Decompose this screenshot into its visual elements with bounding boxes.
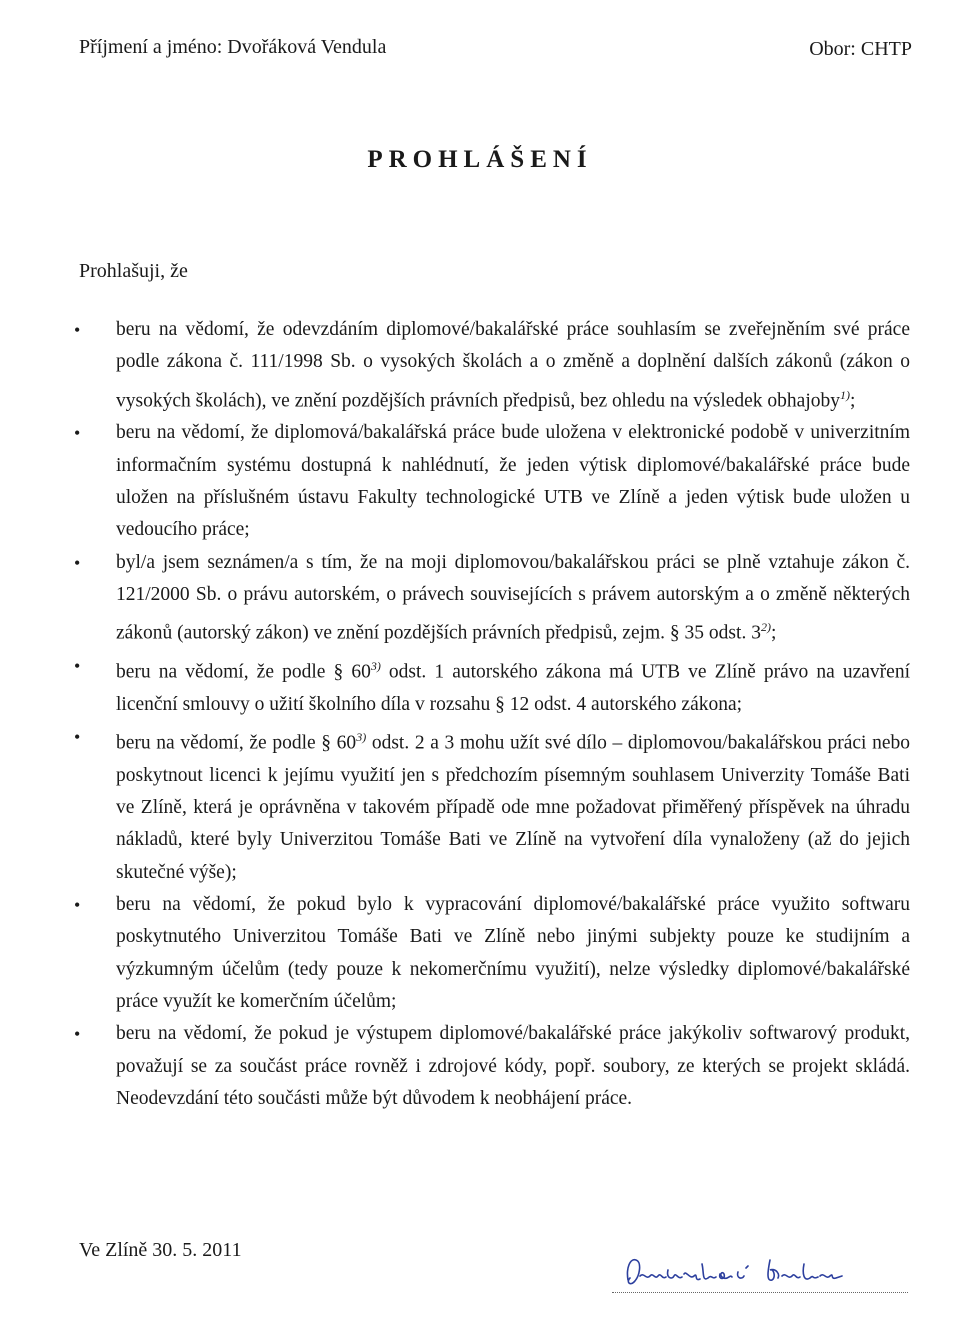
footnote-ref: 3): [356, 730, 367, 745]
footnote-ref: 3): [370, 658, 381, 673]
item-tail: odst. 1 autorského zákona má UTB ve Zlíně právo na uzavření licenční smlouvy o užití školního díla v rozsahu § 12 odst. 4 autorského zákona;: [116, 661, 910, 715]
declaration-item: [116, 1018, 910, 1115]
item-text: beru na vědomí, že odevzdáním diplomové/bakalářské práce souhlasím se zveřejněním své práce podle zákona č. 111/1998 Sb. o vysokých školách a o změně a doplnění dalších zákonů (zákon o vysokých školách), ve znění pozdějších právních předpisů, bez ohledu na výsledek obhajoby: [116, 319, 910, 412]
intro-text: Prohlašuji, že: [79, 260, 188, 282]
item-text: beru na vědomí, že podle § 60: [116, 732, 357, 754]
declaration-list: [116, 314, 910, 1115]
page-title: PROHLÁŠENÍ: [367, 146, 593, 173]
item-text: beru na vědomí, že podle § 60: [116, 661, 371, 683]
declaration-item: [116, 417, 910, 546]
item-tail: ;: [770, 622, 777, 644]
footnote-ref: 1): [840, 387, 851, 402]
item-text: beru na vědomí, že pokud bylo k vypracování diplomové/bakalářské práce využito softwaru poskytnutého Univerzitou Tomáše Bati ve Zlíně nebo jinými subjekty pouze ke studijním a výzkumným účelům (tedy pouze k nekomerčnímu využití), nelze výsledky diplomové/bakalářské práce využít ke komerčním účelům;: [116, 894, 910, 1012]
declaration-item: [116, 650, 910, 721]
declaration-item: [116, 547, 910, 650]
handwritten-signature: [620, 1250, 850, 1294]
signature-line: [612, 1292, 908, 1293]
study-field: Obor: CHTP: [809, 38, 912, 60]
item-tail: ;: [850, 390, 856, 412]
item-text: beru na vědomí, že pokud je výstupem diplomové/bakalářské práce jakýkoliv softwarový produkt, považují se za součást práce rovněž i zdrojové kódy, popř. soubory, ze kterých se projekt skládá. Neodevzdání této součásti může být důvodem k neobhájení práce.: [116, 1023, 910, 1109]
item-tail: odst. 2 a 3 mohu užít své dílo – diplomovou/bakalářskou práci nebo poskytnout licenci k jejímu využití jen s předchozím písemným souhlasem Univerzity Tomáše Bati ve Zlíně, která je oprávněna v takovém případě ode mne požadovat přiměřený příspěvek na úhradu nákladů, které byly Univerzitou Tomáše Bati ve Zlíně na vytvoření díla vynaloženy (až do jejich skutečné výše);: [116, 732, 910, 883]
item-text: byl/a jsem seznámen/a s tím, že na moji diplomovou/bakalářskou práci se plně vztahuje zákon č. 121/2000 Sb. o právu autorském, o právech souvisejících s právem autorským a o změně některých zákonů (autorský zákon) ve znění pozdějších právních předpisů, zejm. § 35 odst. 3: [116, 551, 910, 644]
place-and-date: Ve Zlíně 30. 5. 2011: [79, 1239, 242, 1261]
student-name: Příjmení a jméno: Dvořáková Vendula: [79, 36, 387, 58]
declaration-item: [116, 721, 910, 889]
footnote-ref: 2): [760, 620, 771, 635]
item-text: beru na vědomí, že diplomová/bakalářská práce bude uložena v elektronické podobě v univerzitním informačním systému dostupná k nahlédnutí, že jeden výtisk diplomové/bakalářské práce bude uložen na příslušném ústavu Fakulty technologické UTB ve Zlíně a jeden výtisk bude uložen u vedoucího práce;: [116, 422, 910, 541]
declaration-item: [116, 889, 910, 1018]
declaration-item: [116, 314, 910, 417]
